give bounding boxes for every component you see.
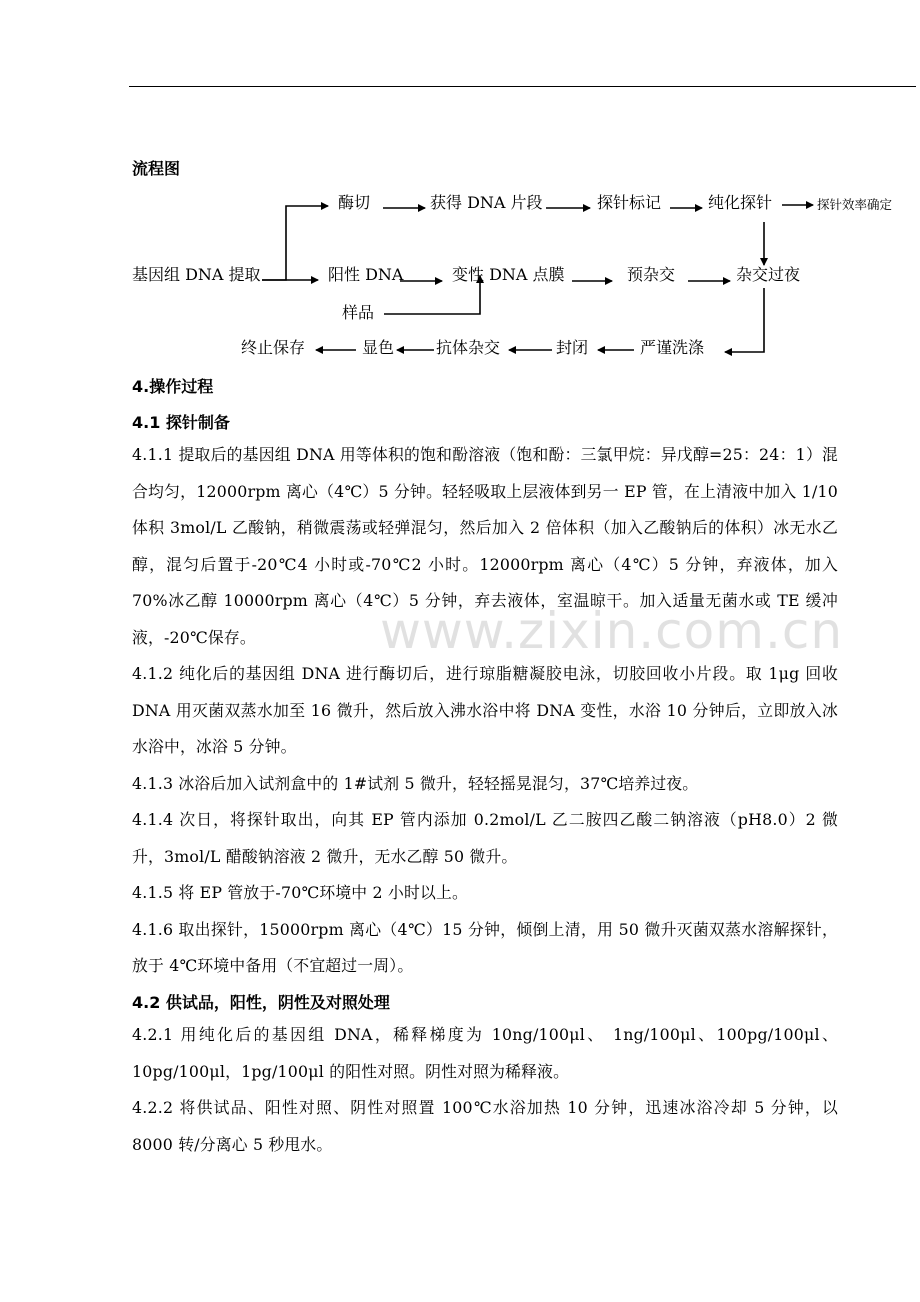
section-heading-operation: 4.操作过程 xyxy=(132,377,214,396)
paragraph-4-2-1: 4.2.1 用纯化后的基因组 DNA，稀释梯度为 10ng/100μl、 1ng/100μl、100pg/100μl、10pg/100μl，1pg/100μl 的阳性对照。阴性对照为稀释液。 xyxy=(132,1025,838,1081)
node-antibody-hybridization: 抗体杂交 xyxy=(436,338,501,357)
subsection-heading-probe-prep: 4.1 探针制备 xyxy=(132,413,230,432)
arrow-hybrid-to-wash xyxy=(725,288,764,352)
flowchart-arrows xyxy=(0,0,920,370)
flowchart-title: 流程图 xyxy=(132,159,181,178)
node-blocking: 封闭 xyxy=(556,338,589,357)
node-sample: 样品 xyxy=(342,303,375,322)
node-enzyme-digestion: 酶切 xyxy=(338,193,371,212)
paragraph-4-1-4: 4.1.4 次日，将探针取出，向其 EP 管内添加 0.2mol/L 乙二胺四乙酸二钠溶液（pH8.0）2 微升，3mol/L 醋酸钠溶液 2 微升，无水乙醇 50 微升。 xyxy=(132,810,838,866)
node-obtain-dna-fragment: 获得 DNA 片段 xyxy=(430,193,543,212)
paragraph-4-1-2: 4.1.2 纯化后的基因组 DNA 进行酶切后，进行琼脂糖凝胶电泳，切胶回收小片段。取 1μg 回收 DNA 用灭菌双蒸水加至 16 微升，然后放入沸水浴中将 DNA 变性，水浴 10 分钟后，立即放入冰水浴中，冰浴 5 分钟。 xyxy=(132,664,838,756)
node-hybridization: 杂交过夜 xyxy=(736,265,801,284)
node-probe-efficiency: 探针效率确定 xyxy=(817,197,893,212)
paragraph-4-1-6: 4.1.6 取出探针，15000rpm 离心（4℃）15 分钟，倾倒上清，用 50 微升灭菌双蒸水溶解探针，放于 4℃环境中备用（不宜超过一周）。 xyxy=(132,919,838,975)
node-probe-labeling: 探针标记 xyxy=(597,193,662,212)
subsection-heading-sample-treatment: 4.2 供试品，阳性，阴性及对照处理 xyxy=(132,993,390,1012)
node-purify-probe: 纯化探针 xyxy=(708,193,773,212)
paragraph-4-2-2: 4.2.2 将供试品、阳性对照、阴性对照置 100℃水浴加热 10 分钟，迅速冰浴冷却 5 分钟，以 8000 转/分离心 5 秒甩水。 xyxy=(132,1098,838,1154)
subsection-probe-prep-body xyxy=(132,437,838,985)
paragraph-4-1-5: 4.1.5 将 EP 管放于-70℃环境中 2 小时以上。 xyxy=(132,883,468,902)
node-stringent-wash: 严谨洗涤 xyxy=(640,338,705,357)
arrow-extract-to-digest xyxy=(262,206,328,280)
node-genomic-dna-extraction: 基因组 DNA 提取 xyxy=(132,265,261,284)
subsection-sample-treatment-body xyxy=(132,1017,838,1163)
node-denatured-dna-dot: 变性 DNA 点膜 xyxy=(452,265,565,284)
paragraph-4-1-3: 4.1.3 冰浴后加入试剂盒中的 1#试剂 5 微升，轻轻摇晃混匀，37℃培养过夜。 xyxy=(132,773,699,793)
node-stop-store: 终止保存 xyxy=(241,338,306,357)
node-color-development: 显色 xyxy=(362,338,395,357)
node-positive-dna: 阳性 DNA xyxy=(328,265,404,284)
paragraph-4-1-1: 4.1.1 提取后的基因组 DNA 用等体积的饱和酚溶液（饱和酚：三氯甲烷：异戊醇=25：24：1）混合均匀，12000rpm 离心（4℃）5 分钟。轻轻吸取上层液体到另一 EP 管，在上清液中加入 1/10 体积 3mol/L 乙酸钠，稍微震荡或轻弹混匀，然后加入 2 倍体积（加入乙酸钠后的体积）冰无水乙醇，混匀后置于-20℃4 小时或-70℃2 小时。12000rpm 离心（4℃）5 分钟，弃液体，加入 70%冰乙醇 10000rpm 离心（4℃）5 分钟，弃去液体，室温晾干。加入适量无菌水或 TE 缓冲液，-20℃保存。 xyxy=(132,445,838,647)
node-prehybridization: 预杂交 xyxy=(627,265,676,284)
watermark: www.zixin.com.cn xyxy=(380,602,844,660)
